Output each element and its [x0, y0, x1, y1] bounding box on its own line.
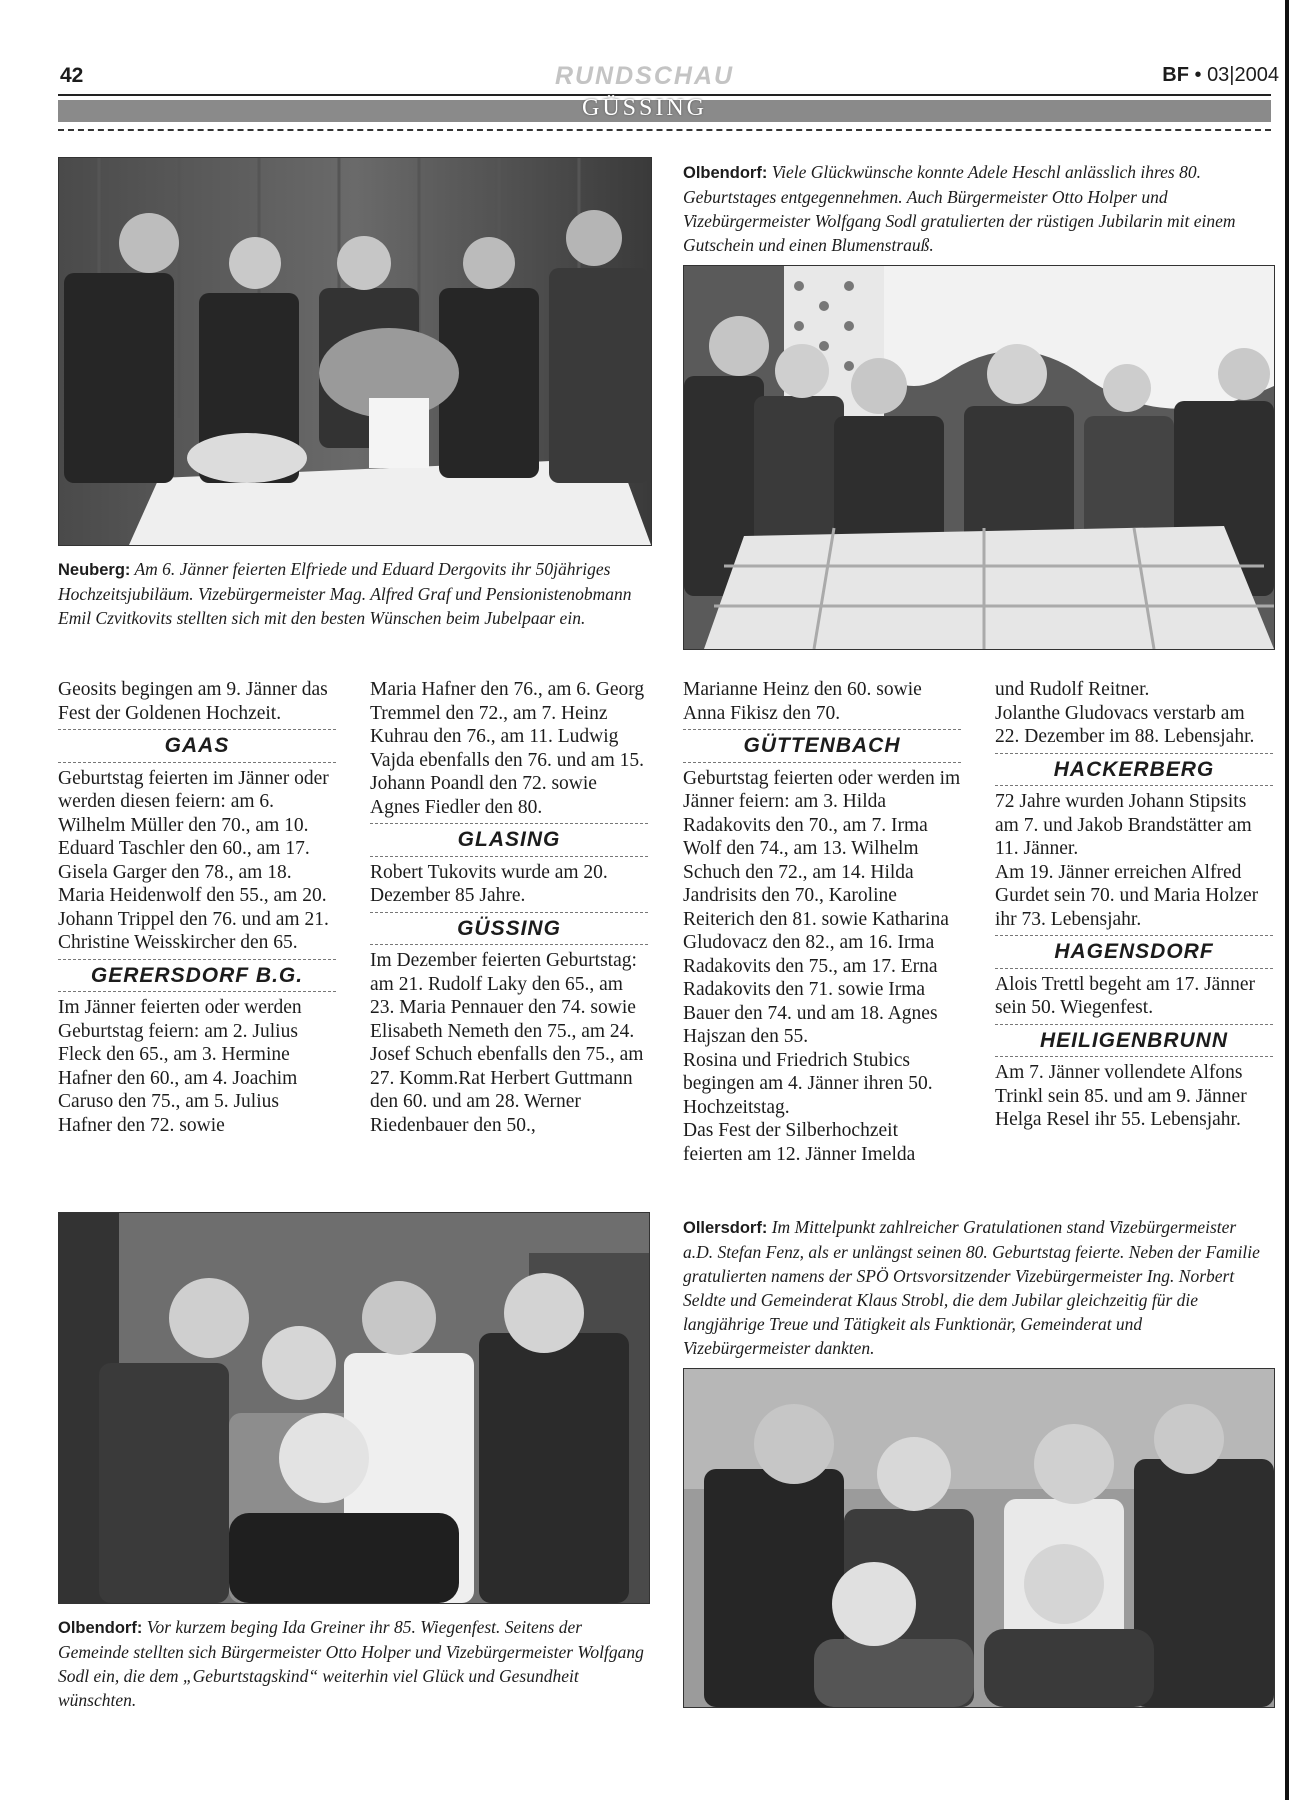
subheading-heiligenbrunn: HEILIGENBRUNN: [995, 1024, 1273, 1058]
paragraph: Rosina und Friedrich Stubics begingen am 4. Jänner ihren 50. Hochzeitstag.: [683, 1049, 933, 1118]
page-edge: [1285, 0, 1289, 1800]
region-title: GÜSSING: [581, 95, 707, 121]
paragraph: Robert Tukovits wurde am 20. Dezember 85 Jahre.: [370, 861, 608, 906]
paragraph: Marianne Heinz den 60. sowie Anna Fikisz den 70.: [683, 679, 922, 724]
section-title: RUNDSCHAU: [554, 62, 735, 90]
caption-location: Ollersdorf:: [683, 1219, 768, 1237]
paragraph: Jolanthe Gludovacs verstarb am 22. Dezember im 88. Lebensjahr.: [995, 702, 1255, 747]
subheading-guessing: GÜSSING: [370, 912, 648, 946]
caption-olbendorf-heschl: [683, 160, 1258, 257]
issue-prefix: BF: [1162, 64, 1189, 86]
subheading-guettenbach: GÜTTENBACH: [683, 729, 961, 763]
issue-separator: •: [1194, 64, 1202, 86]
caption-location: Neuberg:: [58, 561, 131, 579]
photo-olbendorf-greiner: [58, 1212, 650, 1604]
column-2: [370, 678, 648, 1137]
subheading-gerersdorf: GERERSDORF B.G.: [58, 959, 336, 993]
caption-text: Im Mittelpunkt zahlreicher Gratulationen stand Vizebürgermeister a.D. Stefan Fenz, als er unlängst seinen 80. Geburtstag feierte. Neben der Familie gratulierten namens der SPÖ Ortsvorsitzender Vizebürgermeister Ing. Norbert Seldte und Gemeinderat Klaus Strobl, die dem Jubilar gleichzeitig für die langjährige Treue und Tätigkeit als Funktionär, Gemeinderat und Vizebürgermeister dankten.: [683, 1217, 1260, 1358]
paragraph: Geosits begingen am 9. Jänner das Fest der Goldenen Hochzeit.: [58, 679, 328, 724]
caption-text: Viele Glückwünsche konnte Adele Heschl anlässlich ihres 80. Geburtstages entgegennehmen. Auch Bürgermeister Otto Holper und Vizebürgermeister Wolfgang Sodl gratulierten der rüstigen Jubilarin mit einem Gutschein und einen Blumenstrauß.: [683, 162, 1236, 255]
paragraph: Im Jänner feierten oder werden Geburtstag feiern: am 2. Julius Fleck den 65., am 3. Hermine Hafner den 60., am 4. Joachim Caruso den 75., am 5. Julius Hafner den 72. sowie: [58, 997, 302, 1136]
caption-text: Am 6. Jänner feierten Elfriede und Eduard Dergovits ihr 50jähriges Hochzeitsjubiläum. Vizebürgermeister Mag. Alfred Graf und Pensionistenobmann Emil Czvitkovits stellten sich mit den besten Wünschen beim Jubelpaar ein.: [58, 559, 632, 628]
column-4: [995, 678, 1273, 1132]
paragraph: Geburtstag feierten oder werden im Jänner feiern: am 3. Hilda Radakovits den 70., am 7. Irma Wolf den 74., am 13. Wilhelm Schuch den 72., am 14. Hilda Jandrisits den 70., Karoline Reiterich den 81. sowie Katharina Gludovacz den 82., am 16. Irma Radakovits den 75., am 17. Erna Radakovits den 71. sowie Irma Bauer den 74. und am 18. Agnes Hajszan den 55.: [683, 767, 961, 1047]
photo-olbendorf-heschl: [683, 265, 1275, 650]
subheading-glasing: GLASING: [370, 823, 648, 857]
subheading-gaas: GAAS: [58, 729, 336, 763]
header-dash-rule: [58, 129, 1271, 131]
paragraph: Das Fest der Silberhochzeit feierten am 12. Jänner Imelda: [683, 1120, 916, 1165]
caption-location: Olbendorf:: [683, 164, 768, 182]
subheading-hackerberg: HACKERBERG: [995, 753, 1273, 787]
paragraph: und Rudolf Reitner.: [995, 679, 1150, 700]
caption-ollersdorf: [683, 1215, 1268, 1360]
photo-ollersdorf: [683, 1368, 1275, 1708]
page-number: 42: [60, 64, 84, 87]
caption-text: Vor kurzem beging Ida Greiner ihr 85. Wiegenfest. Seitens der Gemeinde stellten sich Bürgermeister Otto Holper und Vizebürgermeister Wolfgang Sodl ein, die dem „Geburtstagskind“ weiterhin viel Glück und Gesundheit wünschten.: [58, 1617, 644, 1710]
paragraph: Am 19. Jänner erreichen Alfred Gurdet sein 70. und Maria Holzer ihr 73. Lebensjahr.: [995, 861, 1259, 930]
photo-neuberg: [58, 157, 652, 546]
paragraph: Geburtstag feierten im Jänner oder werden diesen feiern: am 6. Wilhelm Müller den 70., am 10. Eduard Taschler den 60., am 17. Gisela Garger den 78., am 18. Maria Heidenwolf den 55., am 20. Johann Trippel den 76. und am 21. Christine Weisskircher den 65.: [58, 767, 329, 953]
paragraph: Alois Trettl begeht am 17. Jänner sein 50. Wiegenfest.: [995, 973, 1255, 1018]
caption-neuberg: [58, 557, 650, 630]
caption-location: Olbendorf:: [58, 1619, 143, 1637]
column-3: [683, 678, 961, 1166]
issue-number: 03|2004: [1207, 64, 1279, 86]
paragraph: Am 7. Jänner vollendete Alfons Trinkl sein 85. und am 9. Jänner Helga Resel ihr 55. Lebensjahr.: [995, 1062, 1247, 1130]
paragraph: 72 Jahre wurden Johann Stipsits am 7. und Jakob Brandstätter am 11. Jänner.: [995, 791, 1252, 859]
column-1: [58, 678, 336, 1137]
paragraph: Maria Hafner den 76., am 6. Georg Tremmel den 72., am 7. Heinz Kuhrau den 76., am 11. Ludwig Vajda ebenfalls den 76. und am 15. Johann Poandl den 72. sowie Agnes Fiedler den 80.: [370, 679, 645, 818]
issue-label: [1162, 64, 1279, 87]
paragraph: Im Dezember feierten Geburtstag: am 21. Rudolf Laky den 65., am 23. Maria Pennauer den 74. sowie Elisabeth Nemeth den 75., am 24. Josef Schuch ebenfalls den 75., am 27. Komm.Rat Herbert Guttmann den 60. und am 28. Werner Riedenbauer den 50.,: [370, 950, 644, 1136]
caption-olbendorf-greiner: [58, 1615, 648, 1712]
subheading-hagensdorf: HAGENSDORF: [995, 935, 1273, 969]
